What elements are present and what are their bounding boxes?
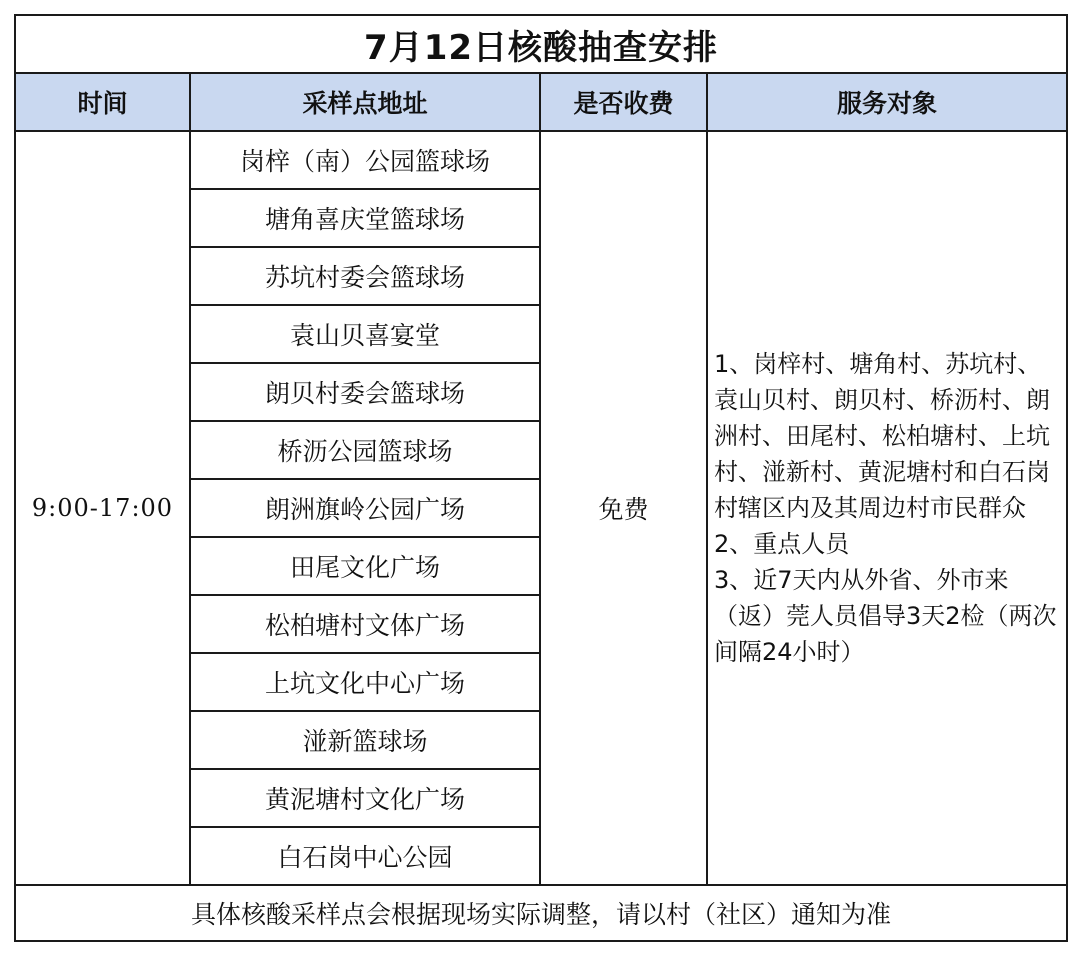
target-item-1: 1、岗梓村、塘角村、苏坑村、袁山贝村、朗贝村、桥沥村、朗洲村、田尾村、松柏塘村、上坑村、湴新村、黄泥塘村和白石岗村辖区内及其周边村市民群众	[714, 350, 1050, 522]
table-row	[15, 131, 1067, 189]
site-cell: 朗洲旗岭公园广场	[190, 479, 540, 537]
site-cell: 白石岗中心公园	[190, 827, 540, 885]
schedule-document	[14, 14, 1066, 944]
fee-cell: 免费	[540, 131, 707, 885]
site-cell: 岗梓（南）公园篮球场	[190, 131, 540, 189]
target-cell	[707, 131, 1067, 885]
site-cell: 朗贝村委会篮球场	[190, 363, 540, 421]
footer-note: 具体核酸采样点会根据现场实际调整，请以村（社区）通知为准	[15, 885, 1067, 941]
header-address: 采样点地址	[190, 73, 540, 131]
time-cell: 9:00-17:00	[15, 131, 190, 885]
site-cell: 湴新篮球场	[190, 711, 540, 769]
site-cell: 田尾文化广场	[190, 537, 540, 595]
site-cell: 袁山贝喜宴堂	[190, 305, 540, 363]
site-cell: 黄泥塘村文化广场	[190, 769, 540, 827]
header-target: 服务对象	[707, 73, 1067, 131]
schedule-table	[14, 14, 1068, 942]
site-cell: 上坑文化中心广场	[190, 653, 540, 711]
page-title: 7月12日核酸抽查安排	[15, 15, 1067, 73]
target-item-2: 2、重点人员	[714, 530, 850, 558]
site-cell: 桥沥公园篮球场	[190, 421, 540, 479]
target-item-3: 3、近7天内从外省、外市来（返）莞人员倡导3天2检（两次间隔24小时）	[714, 566, 1057, 666]
table-header-row	[15, 73, 1067, 131]
site-cell: 苏坑村委会篮球场	[190, 247, 540, 305]
site-cell: 松柏塘村文体广场	[190, 595, 540, 653]
header-time: 时间	[15, 73, 190, 131]
header-fee: 是否收费	[540, 73, 707, 131]
site-cell: 塘角喜庆堂篮球场	[190, 189, 540, 247]
